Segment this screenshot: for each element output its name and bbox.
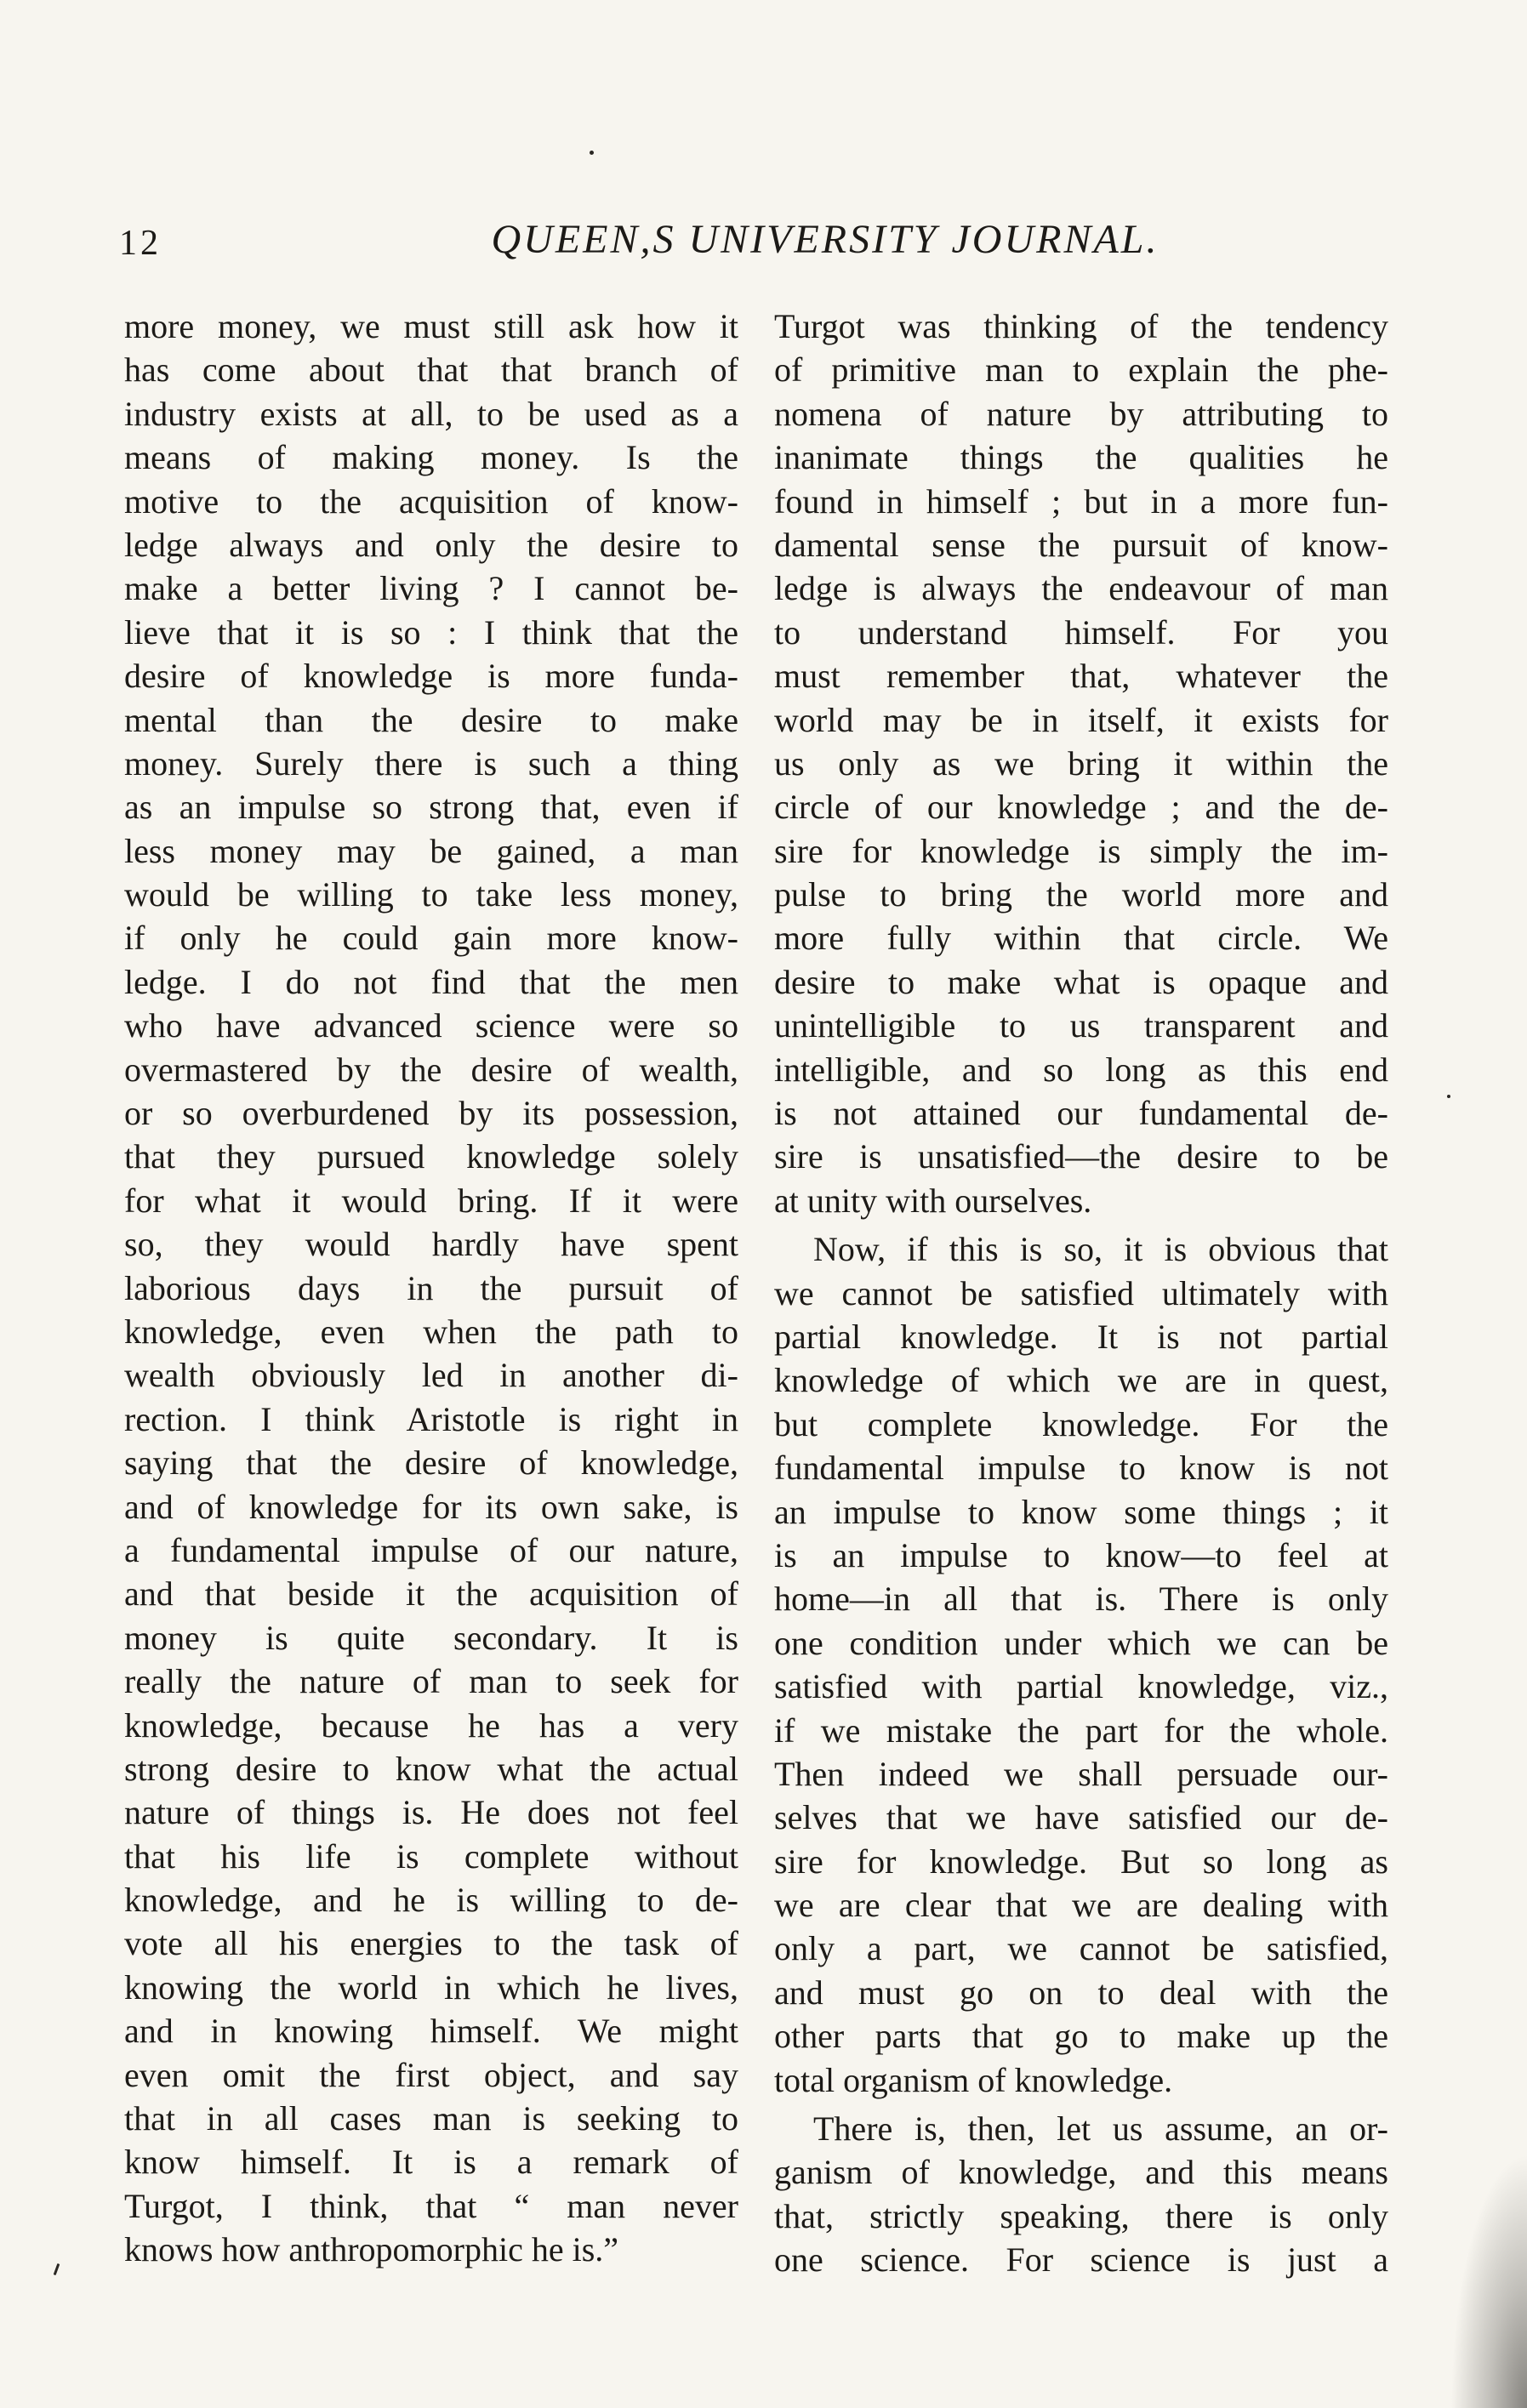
text-line: as an impulse so strong that, even if [124, 788, 738, 827]
text-line: desire to make what is opaque and [774, 962, 1388, 1001]
text-line: Now, if this is so, it is obvious that [813, 1230, 1388, 1269]
text-line: only a part, we cannot be satisfied, [774, 1929, 1388, 1968]
text-line: really the nature of man to seek for [124, 1662, 738, 1701]
text-line: an impulse to know some things ; it [774, 1492, 1388, 1531]
text-line: of primitive man to explain the phe- [774, 350, 1388, 390]
text-line: more fully within that circle. We [774, 919, 1388, 958]
text-line: even omit the first object, and say [124, 2055, 738, 2094]
text-line: means of making money. Is the [124, 438, 738, 477]
text-line: satisfied with partial knowledge, viz., [774, 1667, 1388, 1706]
text-line: inanimate things the qualities he [774, 438, 1388, 477]
text-line: if only he could gain more know- [124, 919, 738, 958]
text-line: selves that we have satisfied our de- [774, 1798, 1388, 1837]
text-line: to understand himself. For you [774, 612, 1388, 652]
text-line: has come about that that branch of [124, 350, 738, 390]
text-line: for what it would bring. If it were [124, 1181, 738, 1220]
text-line: strong desire to know what the actual [124, 1749, 738, 1788]
text-line: and must go on to deal with the [774, 1973, 1388, 2012]
text-line: nomena of nature by attributing to [774, 394, 1388, 433]
text-line: money is quite secondary. It is [124, 1618, 738, 1657]
text-line: less money may be gained, a man [124, 831, 738, 870]
text-line: ledge is always the endeavour of man [774, 569, 1388, 608]
text-line: one science. For science is just a [774, 2240, 1388, 2280]
text-line: mental than the desire to make [124, 700, 738, 739]
left-column [124, 305, 738, 2272]
text-line: found in himself ; but in a more fun- [774, 481, 1388, 521]
text-line: motive to the acquisition of know- [124, 481, 738, 521]
text-line: world may be in itself, it exists for [774, 700, 1388, 739]
text-line: wealth obviously led in another di- [124, 1356, 738, 1395]
text-line: laborious days in the pursuit of [124, 1268, 738, 1307]
text-line: money. Surely there is such a thing [124, 743, 738, 783]
text-line: home—in all that is. There is only [774, 1580, 1388, 1619]
text-line: and that beside it the acquisition of [124, 1574, 738, 1614]
text-line: other parts that go to make up the [774, 2017, 1388, 2056]
scan-smudge [1450, 2153, 1527, 2408]
text-line: partial knowledge. It is not partial [774, 1317, 1388, 1356]
text-line: unintelligible to us transparent and [774, 1006, 1388, 1045]
text-line: pulse to bring the world more and [774, 875, 1388, 914]
right-column [774, 305, 1388, 2282]
text-line: nature of things is. He does not feel [124, 1793, 738, 1832]
text-line: is an impulse to know—to feel at [774, 1535, 1388, 1574]
text-line: sire for knowledge. But so long as [774, 1842, 1388, 1881]
text-line: that they pursued knowledge solely [124, 1137, 738, 1176]
text-line: Turgot, I think, that “ man never [124, 2186, 738, 2225]
text-line: must remember that, whatever the [774, 657, 1388, 696]
ink-speck [1447, 1095, 1450, 1098]
text-line: who have advanced science were so [124, 1006, 738, 1045]
text-line: or so overburdened by its possession, [124, 1094, 738, 1133]
text-line: we cannot be satisfied ultimately with [774, 1273, 1388, 1312]
text-line: know himself. It is a remark of [124, 2143, 738, 2182]
text-line: desire of knowledge is more funda- [124, 657, 738, 696]
text-line: one condition under which we can be [774, 1623, 1388, 1662]
text-line: Then indeed we shall persuade our- [774, 1754, 1388, 1793]
text-line: fundamental impulse to know is not [774, 1449, 1388, 1488]
ink-speck [590, 151, 594, 155]
text-line: more money, we must still ask how it [124, 307, 738, 345]
text-line: would be willing to take less money, [124, 875, 738, 914]
text-line: industry exists at all, to be used as a [124, 394, 738, 433]
text-line: we are clear that we are dealing with [774, 1886, 1388, 1925]
running-head: QUEEN,S UNIVERSITY JOURNAL. [491, 217, 1159, 262]
text-line: that, strictly speaking, there is only [774, 2196, 1388, 2235]
text-line: sire for knowledge is simply the im- [774, 831, 1388, 870]
text-line: circle of our knowledge ; and the de- [774, 788, 1388, 827]
text-line: and of knowledge for its own sake, is [124, 1487, 738, 1526]
text-line: but complete knowledge. For the [774, 1404, 1388, 1443]
page-number: 12 [119, 224, 162, 263]
text-line: ledge. I do not find that the men [124, 962, 738, 1001]
text-line: knowing the world in which he lives, [124, 1967, 738, 2007]
text-line: knowledge, even when the path to [124, 1312, 738, 1351]
text-line: ledge always and only the desire to [124, 525, 738, 564]
text-line: knowledge, and he is willing to de- [124, 1881, 738, 1920]
text-line: us only as we bring it within the [774, 743, 1388, 783]
text-line: so, they would hardly have spent [124, 1225, 738, 1264]
text-line: a fundamental impulse of our nature, [124, 1530, 738, 1569]
text-line: and in knowing himself. We might [124, 2012, 738, 2051]
text-line: knowledge, because he has a very [124, 1705, 738, 1745]
text-line: make a better living ? I cannot be- [124, 569, 738, 608]
text-line: if we mistake the part for the whole. [774, 1711, 1388, 1750]
text-line: saying that the desire of knowledge, [124, 1443, 738, 1483]
text-line: knows how anthropomorphic he is.” [124, 2230, 619, 2269]
text-line: rection. I think Aristotle is right in [124, 1399, 738, 1438]
text-line: is not attained our fundamental de- [774, 1094, 1388, 1133]
text-line: that his life is complete without [124, 1836, 738, 1876]
ink-speck [54, 2263, 60, 2275]
text-line: ganism of knowledge, and this means [774, 2153, 1388, 2192]
text-line: There is, then, let us assume, an or- [813, 2109, 1388, 2149]
text-line: at unity with ourselves. [774, 1181, 1092, 1220]
text-line: sire is unsatisfied—the desire to be [774, 1137, 1388, 1176]
text-line: Turgot was thinking of the tendency [774, 307, 1388, 345]
text-line: that in all cases man is seeking to [124, 2099, 738, 2138]
text-line: knowledge of which we are in quest, [774, 1361, 1388, 1400]
text-line: vote all his energies to the task of [124, 1924, 738, 1963]
text-line: intelligible, and so long as this end [774, 1050, 1388, 1089]
text-line: total organism of knowledge. [774, 2060, 1173, 2099]
text-line: lieve that it is so : I think that the [124, 612, 738, 652]
text-line: overmastered by the desire of wealth, [124, 1050, 738, 1089]
text-line: damental sense the pursuit of know- [774, 525, 1388, 564]
